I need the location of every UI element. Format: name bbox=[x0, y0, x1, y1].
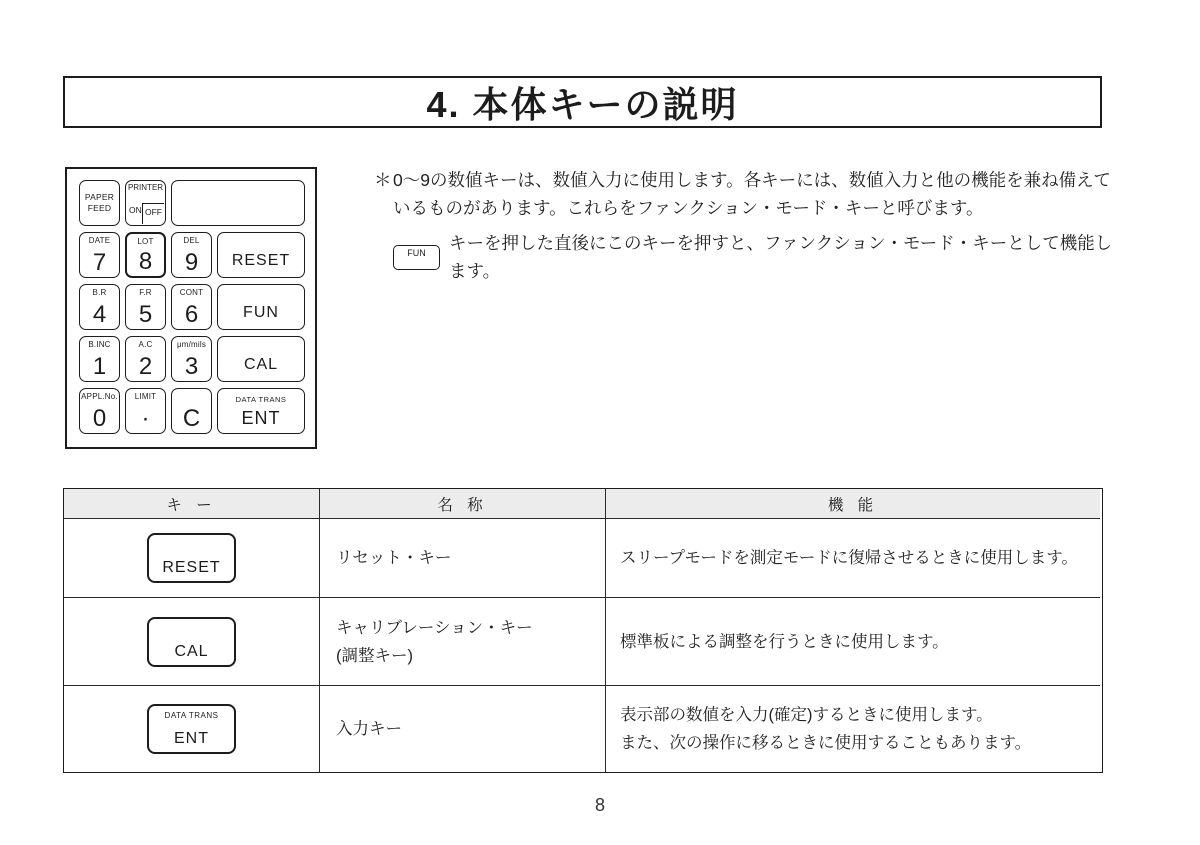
ent-function-line2: また、次の操作に移るときに使用することもあります。 bbox=[620, 734, 1032, 752]
key-ent-label: ENT bbox=[241, 408, 281, 428]
key-cal-label: CAL bbox=[243, 356, 279, 373]
ent-key-image-label: ENT bbox=[174, 730, 209, 747]
key-9 bbox=[171, 232, 212, 278]
keypad-grid bbox=[79, 180, 315, 434]
key-1 bbox=[79, 336, 120, 382]
cal-key-image bbox=[147, 617, 236, 667]
table-header-function: 機 能 bbox=[606, 489, 1100, 519]
key-7-label: 7 bbox=[92, 249, 107, 276]
key-7 bbox=[79, 232, 120, 278]
key-decimal-point bbox=[125, 388, 166, 434]
table-row-ent-function bbox=[606, 686, 1100, 772]
key-fun-label: FUN bbox=[243, 304, 279, 321]
key-5 bbox=[125, 284, 166, 330]
key-reset bbox=[217, 232, 305, 278]
table-row-cal-function bbox=[606, 598, 1100, 686]
key-8 bbox=[125, 232, 166, 278]
section-title-box bbox=[63, 76, 1102, 128]
key-4-sublabel: B.R bbox=[92, 288, 107, 297]
printer-on-label: ON bbox=[129, 205, 142, 215]
key-4 bbox=[79, 284, 120, 330]
key-blank bbox=[171, 180, 305, 226]
key-decimal-sublabel: LIMIT bbox=[134, 392, 157, 401]
key-2-sublabel: A.C bbox=[138, 340, 153, 349]
printer-label: PRINTER bbox=[127, 183, 164, 192]
intro-line2: いるものがあります。これらをファンクション・モード・キーと呼びます。 bbox=[393, 198, 984, 218]
cal-name-line1: キャリブレーション・キー bbox=[336, 618, 533, 637]
key-cal bbox=[217, 336, 305, 382]
key-6-label: 6 bbox=[184, 301, 199, 328]
key-6-sublabel: CONT bbox=[179, 288, 204, 297]
table-row-ent-name bbox=[320, 686, 606, 772]
key-paper-feed bbox=[79, 180, 120, 226]
cal-key-image-label: CAL bbox=[174, 642, 209, 660]
ent-name-text: 入力キー bbox=[336, 720, 402, 738]
key-8-label: 8 bbox=[138, 248, 153, 275]
key-3 bbox=[171, 336, 212, 382]
fun-key-inline-icon: FUN bbox=[393, 245, 440, 270]
key-printer-on-off bbox=[125, 180, 166, 226]
cal-function-text: 標準板による調整を行うときに使用します。 bbox=[620, 632, 949, 651]
keypad-diagram bbox=[65, 167, 317, 449]
paper-feed-label-line1: PAPER bbox=[84, 191, 115, 202]
section-title: 4. 本体キーの説明 bbox=[426, 83, 739, 125]
key-0-label: 0 bbox=[92, 405, 107, 432]
printer-off-label: OFF bbox=[142, 203, 164, 224]
table-header-name: 名 称 bbox=[320, 489, 606, 519]
key-0 bbox=[79, 388, 120, 434]
page-number: 8 bbox=[594, 795, 605, 815]
key-2 bbox=[125, 336, 166, 382]
table-row-reset-name bbox=[320, 519, 606, 598]
key-7-sublabel: DATE bbox=[88, 236, 111, 245]
reset-key-image-label: RESET bbox=[162, 559, 221, 576]
key-description-table bbox=[63, 488, 1103, 773]
key-2-label: 2 bbox=[138, 353, 153, 380]
table-row-reset-keycell bbox=[64, 519, 320, 598]
key-9-label: 9 bbox=[184, 249, 199, 276]
key-9-sublabel: DEL bbox=[183, 236, 200, 245]
key-0-sublabel: APPL.No. bbox=[81, 392, 118, 401]
intro-text bbox=[374, 166, 1119, 285]
key-4-label: 4 bbox=[92, 301, 107, 328]
key-reset-label: RESET bbox=[231, 252, 291, 269]
key-1-label: 1 bbox=[92, 353, 107, 380]
key-3-sublabel: μm/mils bbox=[176, 340, 207, 349]
key-ent-sublabel: DATA TRANS bbox=[235, 395, 287, 404]
key-6 bbox=[171, 284, 212, 330]
reset-name-text: リセット・キー bbox=[336, 549, 452, 567]
cal-name-line2: (調整キー) bbox=[336, 646, 413, 665]
key-3-label: 3 bbox=[184, 353, 199, 380]
reset-function-text: スリープモードを測定モードに復帰させるときに使用します。 bbox=[620, 549, 1078, 567]
key-ent bbox=[217, 388, 305, 434]
intro-line1: 0〜9の数値キーは、数値入力に使用します。各キーには、数値入力と他の機能を兼ね備えて bbox=[393, 170, 1112, 190]
key-c-label: C bbox=[182, 405, 201, 432]
intro-line3: キーを押した直後にこのキーを押すと、ファンクション・モード・キーとして機能します。 bbox=[449, 233, 1113, 281]
key-5-sublabel: F.R bbox=[139, 288, 152, 297]
table-row-cal-keycell bbox=[64, 598, 320, 686]
key-c bbox=[171, 388, 212, 434]
key-5-label: 5 bbox=[138, 301, 153, 328]
key-fun bbox=[217, 284, 305, 330]
key-decimal-label: · bbox=[141, 405, 150, 432]
table-row-reset-function bbox=[606, 519, 1100, 598]
paper-feed-label-line2: FEED bbox=[87, 203, 112, 213]
table-row-ent-keycell bbox=[64, 686, 320, 772]
table-row-cal-name bbox=[320, 598, 606, 686]
key-8-sublabel: LOT bbox=[137, 237, 154, 246]
key-1-sublabel: B.INC bbox=[88, 340, 111, 349]
ent-function-line1: 表示部の数値を入力(確定)するときに使用します。 bbox=[620, 706, 993, 724]
table-header-key: キ ー bbox=[64, 489, 320, 519]
asterisk-bullet: ＊ bbox=[374, 170, 392, 190]
ent-key-image bbox=[147, 704, 236, 754]
reset-key-image bbox=[147, 533, 236, 583]
ent-key-image-sublabel: DATA TRANS bbox=[164, 711, 219, 720]
